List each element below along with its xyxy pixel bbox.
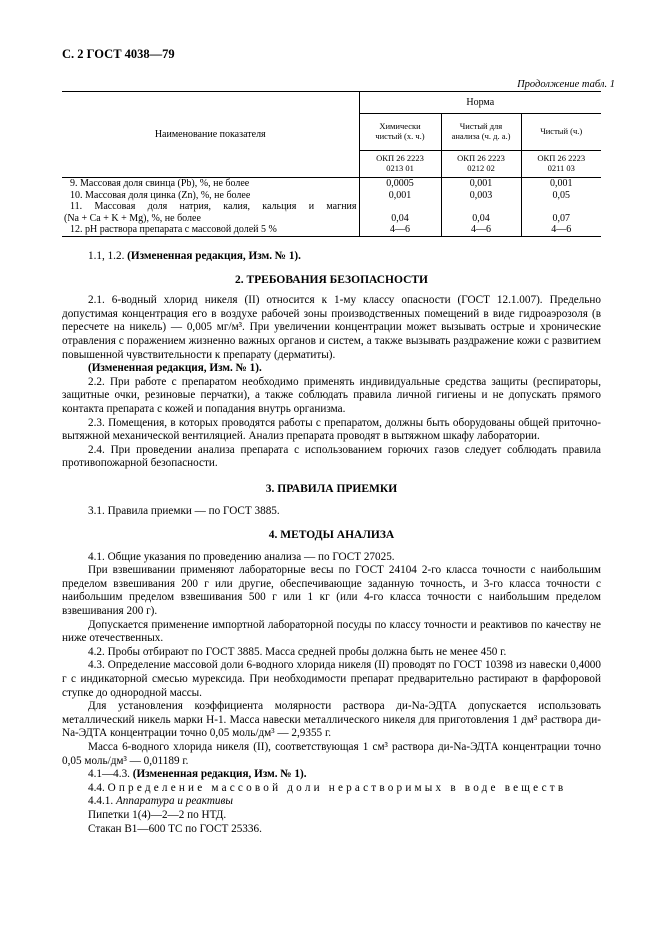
row-value: 4—6	[441, 224, 521, 236]
list-item: Пипетки 1(4)—2—2 по НТД.	[88, 808, 227, 821]
section-title: 3. ПРАВИЛА ПРИЕМКИ	[265, 482, 398, 495]
paragraph: 4.2. Пробы отбирают по ГОСТ 3885. Масса средней пробы должна быть не менее 450 г.	[88, 645, 507, 658]
paragraph: 4.1. Общие указания по проведению анализа — по ГОСТ 27025.	[88, 550, 395, 563]
table-row	[62, 224, 601, 236]
paragraph: 2.2. При работе с препаратом необходимо применять индивидуальные средства защиты (респираторы, защитные очки, резиновые перчатки), а также соблюдать правила личной гигиены и не допускать прямого контакта препарата с кожей и попадания внутрь организма.	[62, 375, 601, 415]
row-value: 0,04	[441, 201, 521, 224]
row-name: 10. Массовая доля цинка (Zn), %, не более	[70, 189, 251, 201]
grade-header: Химически чистый (х. ч.)	[359, 114, 441, 151]
paragraph: При взвешивании применяют лабораторные весы по ГОСТ 24104 2-го класса точности с наибольшим пределом взвешивания 200 г или другие, обеспечивающие заданную точность, и 3-го класса точности с наибольшим пределом взвешивания 500 г или 1 кг (или 4-го класса точности с наибольшим пределом взвешивания 200 г).	[62, 564, 601, 618]
row-value: 0,001	[441, 178, 521, 190]
subsection-title: 4.4.1. Аппаратура и реактивы	[88, 795, 233, 808]
row-value: 0,001	[521, 178, 601, 190]
row-value: 0,001	[359, 190, 441, 202]
table-row	[62, 201, 601, 224]
paragraph: 2.3. Помещения, в которых проводятся работы с препаратом, должны быть оборудованы общей приточно-вытяжной механической вентиляцией. Анализ препарата проводят в вытяжном шкафу лаборатории.	[62, 416, 601, 443]
paragraph: Масса 6-водного хлорида никеля (II), соответствующая 1 см³ раствора ди-Na-ЭДТА концентрации точно 0,05 моль/дм³ — 0,01189 г.	[62, 741, 601, 767]
grade-header: Чистый для анализа (ч. д. а.)	[441, 114, 521, 151]
grade-header: Чистый (ч.)	[521, 114, 601, 151]
paragraph: Для установления коэффициента молярности раствора ди-Na-ЭДТА допускается использовать металлический никель марки Н-1. Масса навески металлического никеля для приготовления 1 дм³ раствора ди-Na-ЭДТА концентрации точно 0,05 моль/дм³ — 2,9355 г.	[62, 700, 601, 740]
table-row	[62, 190, 601, 202]
grade-code: ОКП 26 2223 0212 02	[441, 151, 521, 178]
grade-code: ОКП 26 2223 0213 01	[359, 151, 441, 178]
col-header-name: Наименование показателя	[62, 92, 359, 178]
amendment-note: (Измененная редакция, Изм. № 1).	[88, 362, 262, 375]
table-continuation-label: Продолжение табл. 1	[517, 79, 615, 90]
row-name: 12. pH раствора препарата с массовой долей 5 %	[62, 224, 359, 236]
norms-table	[62, 91, 601, 237]
paragraph: 3.1. Правила приемки — по ГОСТ 3885.	[88, 504, 280, 517]
paragraph: 2.1. 6-водный хлорид никеля (II) относится к 1-му классу опасности (ГОСТ 12.1.007). Предельно допустимая концентрация его в воздухе рабочей зоны производственных помещений в виде гидроаэрозоля (в пересчете на никель) — 0,005 мг/м³. При увеличении концентрации может вызывать острые и хронические отравления с поражением жизненно важных органов и систем, а также вызывать раздражение кожи с развитием повышенной чувствительности к препарату (дерматиты).	[62, 294, 601, 361]
row-value: 4—6	[521, 224, 601, 236]
row-name: 11. Массовая доля натрия, калия, кальция и магния (Na + Ca + K + Mg), %, не более	[64, 201, 357, 224]
row-value: 0,04	[359, 201, 441, 224]
list-item: Стакан В1—600 ТС по ГОСТ 25336.	[88, 822, 262, 835]
grade-code: ОКП 26 2223 0211 03	[521, 151, 601, 178]
col-header-norm: Норма	[359, 92, 601, 114]
subsection-title: 4.4. Определение массовой доли нерастворимых в воде веществ	[88, 781, 567, 794]
amendment-note: 1.1, 1.2. (Измененная редакция, Изм. № 1).	[88, 250, 301, 262]
row-value: 0,05	[521, 190, 601, 202]
row-value: 0,07	[521, 201, 601, 224]
amendment-note: 4.1—4.3. (Измененная редакция, Изм. № 1).	[88, 768, 307, 781]
section-title: 4. МЕТОДЫ АНАЛИЗА	[268, 529, 395, 542]
section-title: 2. ТРЕБОВАНИЯ БЕЗОПАСНОСТИ	[234, 273, 429, 286]
row-value: 4—6	[359, 224, 441, 236]
paragraph: 4.3. Определение массовой доли 6-водного хлорида никеля (II) проводят по ГОСТ 10398 из навески 0,4000 г с индикаторной смесью мурексида. При необходимости препарат предварительно растирают в фарфоровой ступке до однородной массы.	[62, 659, 601, 699]
row-value: 0,0005	[359, 178, 441, 190]
document-body	[62, 250, 601, 836]
page-header: С. 2 ГОСТ 4038—79	[62, 47, 175, 61]
row-name: 9. Массовая доля свинца (Pb), %, не более	[70, 178, 250, 189]
row-value: 0,003	[441, 190, 521, 202]
paragraph: 2.4. При проведении анализа препарата с использованием горючих газов следует соблюдать правила противопожарной безопасности.	[62, 443, 601, 470]
table-row	[62, 178, 601, 190]
paragraph: Допускается применение импортной лабораторной посуды по классу точности и реактивов по качеству не ниже отечественных.	[62, 618, 601, 645]
